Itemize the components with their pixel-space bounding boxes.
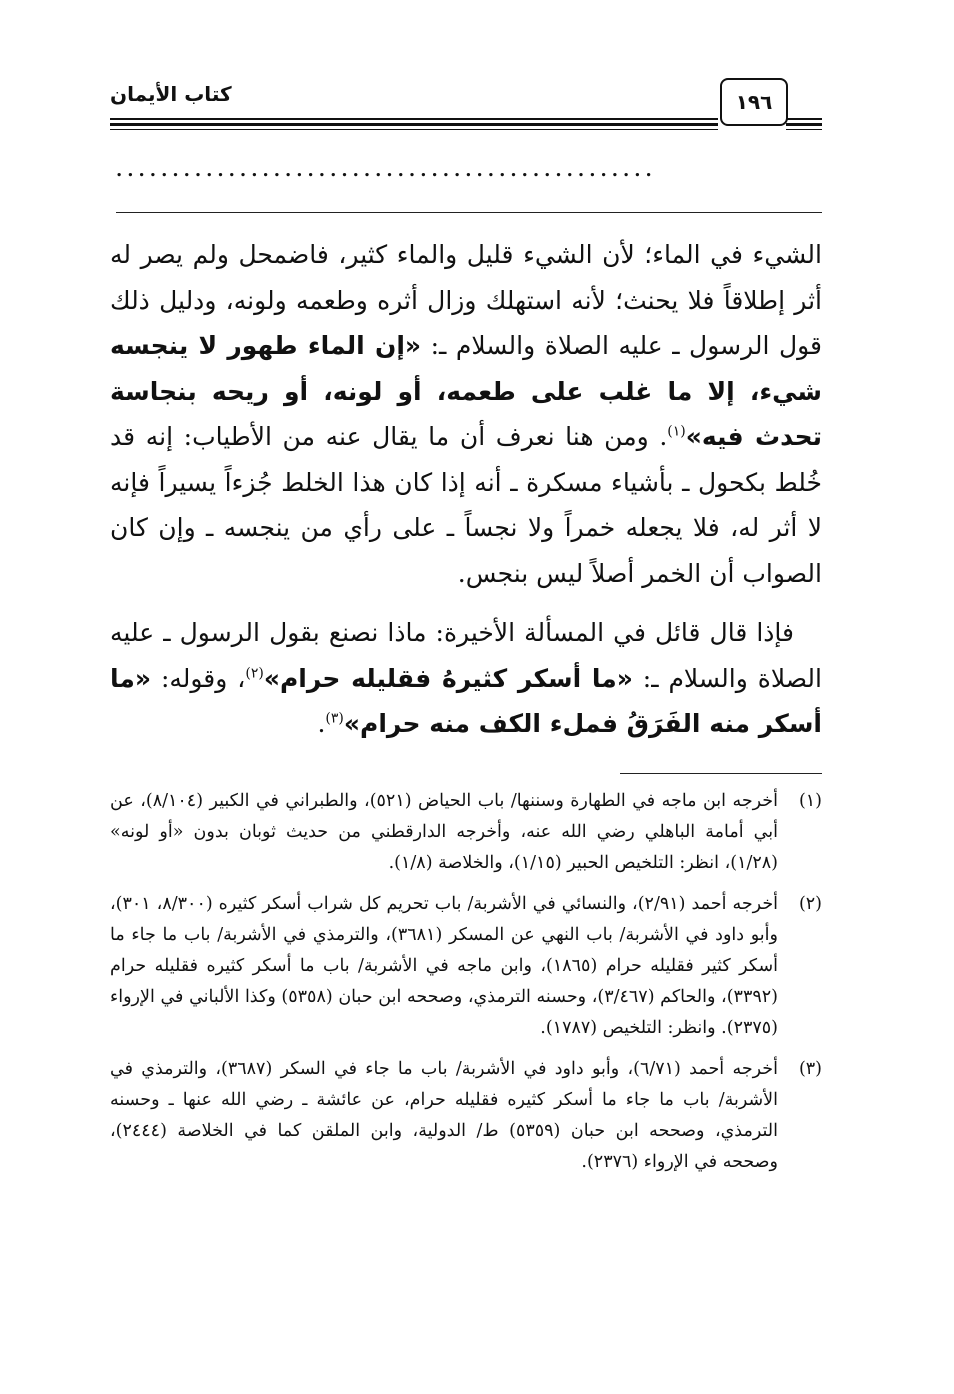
paragraph (110, 232, 822, 596)
footnote-number: (٣) (798, 1059, 822, 1079)
text-run: فإذا قال قائل في المسألة الأخيرة: ماذا نصنع بقول الرسول ـ عليه الصلاة والسلام ـ: (110, 618, 822, 693)
hadith-quote: «ما أسكر كثيرهُ فقليله حرام» (263, 663, 633, 693)
footnote (110, 786, 822, 879)
footnote-ref[interactable]: (١) (667, 423, 686, 440)
header-rule (786, 123, 822, 126)
header-rule (786, 129, 822, 130)
footnote (110, 889, 822, 1044)
running-header (110, 78, 822, 134)
footnote-number: (١) (798, 791, 822, 811)
header-rule (786, 118, 822, 120)
text-run: الشيء في الماء؛ لأن الشيء قليل والماء كثير، فاضمحل ولم يصر له أثر إطلاقاً فلا يحنث؛ لأنه استهلك وزال أثره وطعمه ولونه، ودليل ذلك قول الرسول ـ عليه الصلاة والسلام ـ: (110, 240, 822, 360)
section-divider (116, 212, 822, 213)
footnote-text: أخرجه أحمد (٦/٧١)، وأبو داود في الأشربة/ باب ما جاء في السكر (٣٦٨٧)، والترمذي في الأشربة/ باب ما جاء ما أسكر كثيره فقليله حرام، عن عائشة ـ رضي الله عنها ـ وحسنه الترمذي، وصححه ابن حبان (٥٣٥٩) ط/ الدولية، وابن الملقن كما في الخلاصة (٢٤٤٤)، وصححه في الإرواء (٢٣٧٦). (110, 1059, 778, 1172)
footnote-number: (٢) (798, 894, 822, 914)
text-run: ، وقوله: (151, 663, 246, 693)
body-text (110, 232, 822, 747)
ellipsis-line: ................................................ (116, 160, 657, 181)
text-run: . (317, 709, 326, 738)
paragraph (110, 610, 822, 747)
text-run: . ومن هنا نعرف أن ما يقال عنه من الأطياب: إنه قد خُلط بكحول ـ بأشياء مسكرة ـ أنه إذا كان هذا الخلط جُزءاً يسيراً فإنه لا أثر له، فلا يجعله خمراً ولا نجساً ـ على رأي من ينجسه ـ وإن كان الصواب أن الخمر أصلاً ليس بنجس. (110, 422, 822, 588)
header-rule (110, 123, 718, 126)
footnote-text: أخرجه ابن ماجه في الطهارة وسننها/ باب الحياض (٥٢١)، والطبراني في الكبير (٨/١٠٤)، عن أبي أمامة الباهلي رضي الله عنه، وأخرجه الدارقطني من حديث ثوبان بدون «أو لونه» (١/٢٨)، انظر: التلخيص الحبير (١/١٥)، والخلاصة (١/٨). (110, 791, 778, 873)
footnotes (110, 786, 822, 1188)
footnote-divider (620, 773, 822, 774)
hadith-quote: «إن الماء طهور لا ينجسه شيء، إلا ما غلب على طعمه، أو لونه، أو ريحه بنجاسة تحدث فيه» (110, 331, 822, 451)
header-rule (110, 129, 718, 130)
book-title: كتاب الأيمان (110, 82, 232, 106)
hadith-quote: «ما أسكر منه الفَرَقُ فملء الكف منه حرام» (110, 663, 822, 738)
footnote (110, 1054, 822, 1178)
footnote-text: أخرجه أحمد (٢/٩١)، والنسائي في الأشربة/ باب تحريم كل شراب أسكر كثيره (٨/٣٠٠، ٣٠١)، وأبو داود في الأشربة/ باب النهي عن المسكر (٣٦٨١)، والترمذي في الأشربة/ باب ما جاء ما أسكر كثير فقليله حرام (١٨٦٥)، وابن ماجه في الأشربة/ باب ما أسكر كثيره فقليله حرام (٣٣٩٢)، والحاكم (٣/٤٦٧)، وحسنه الترمذي، وصححه ابن حبان (٥٣٥٨) وكذا الألباني في الإرواء (٢٣٧٥). وانظر: التلخيص (١٧٨٧). (110, 894, 778, 1038)
header-rule (110, 118, 718, 120)
footnote-ref[interactable]: (٣) (325, 710, 344, 727)
footnote-ref[interactable]: (٢) (245, 665, 264, 682)
page-number: ١٩٦ (720, 78, 788, 126)
